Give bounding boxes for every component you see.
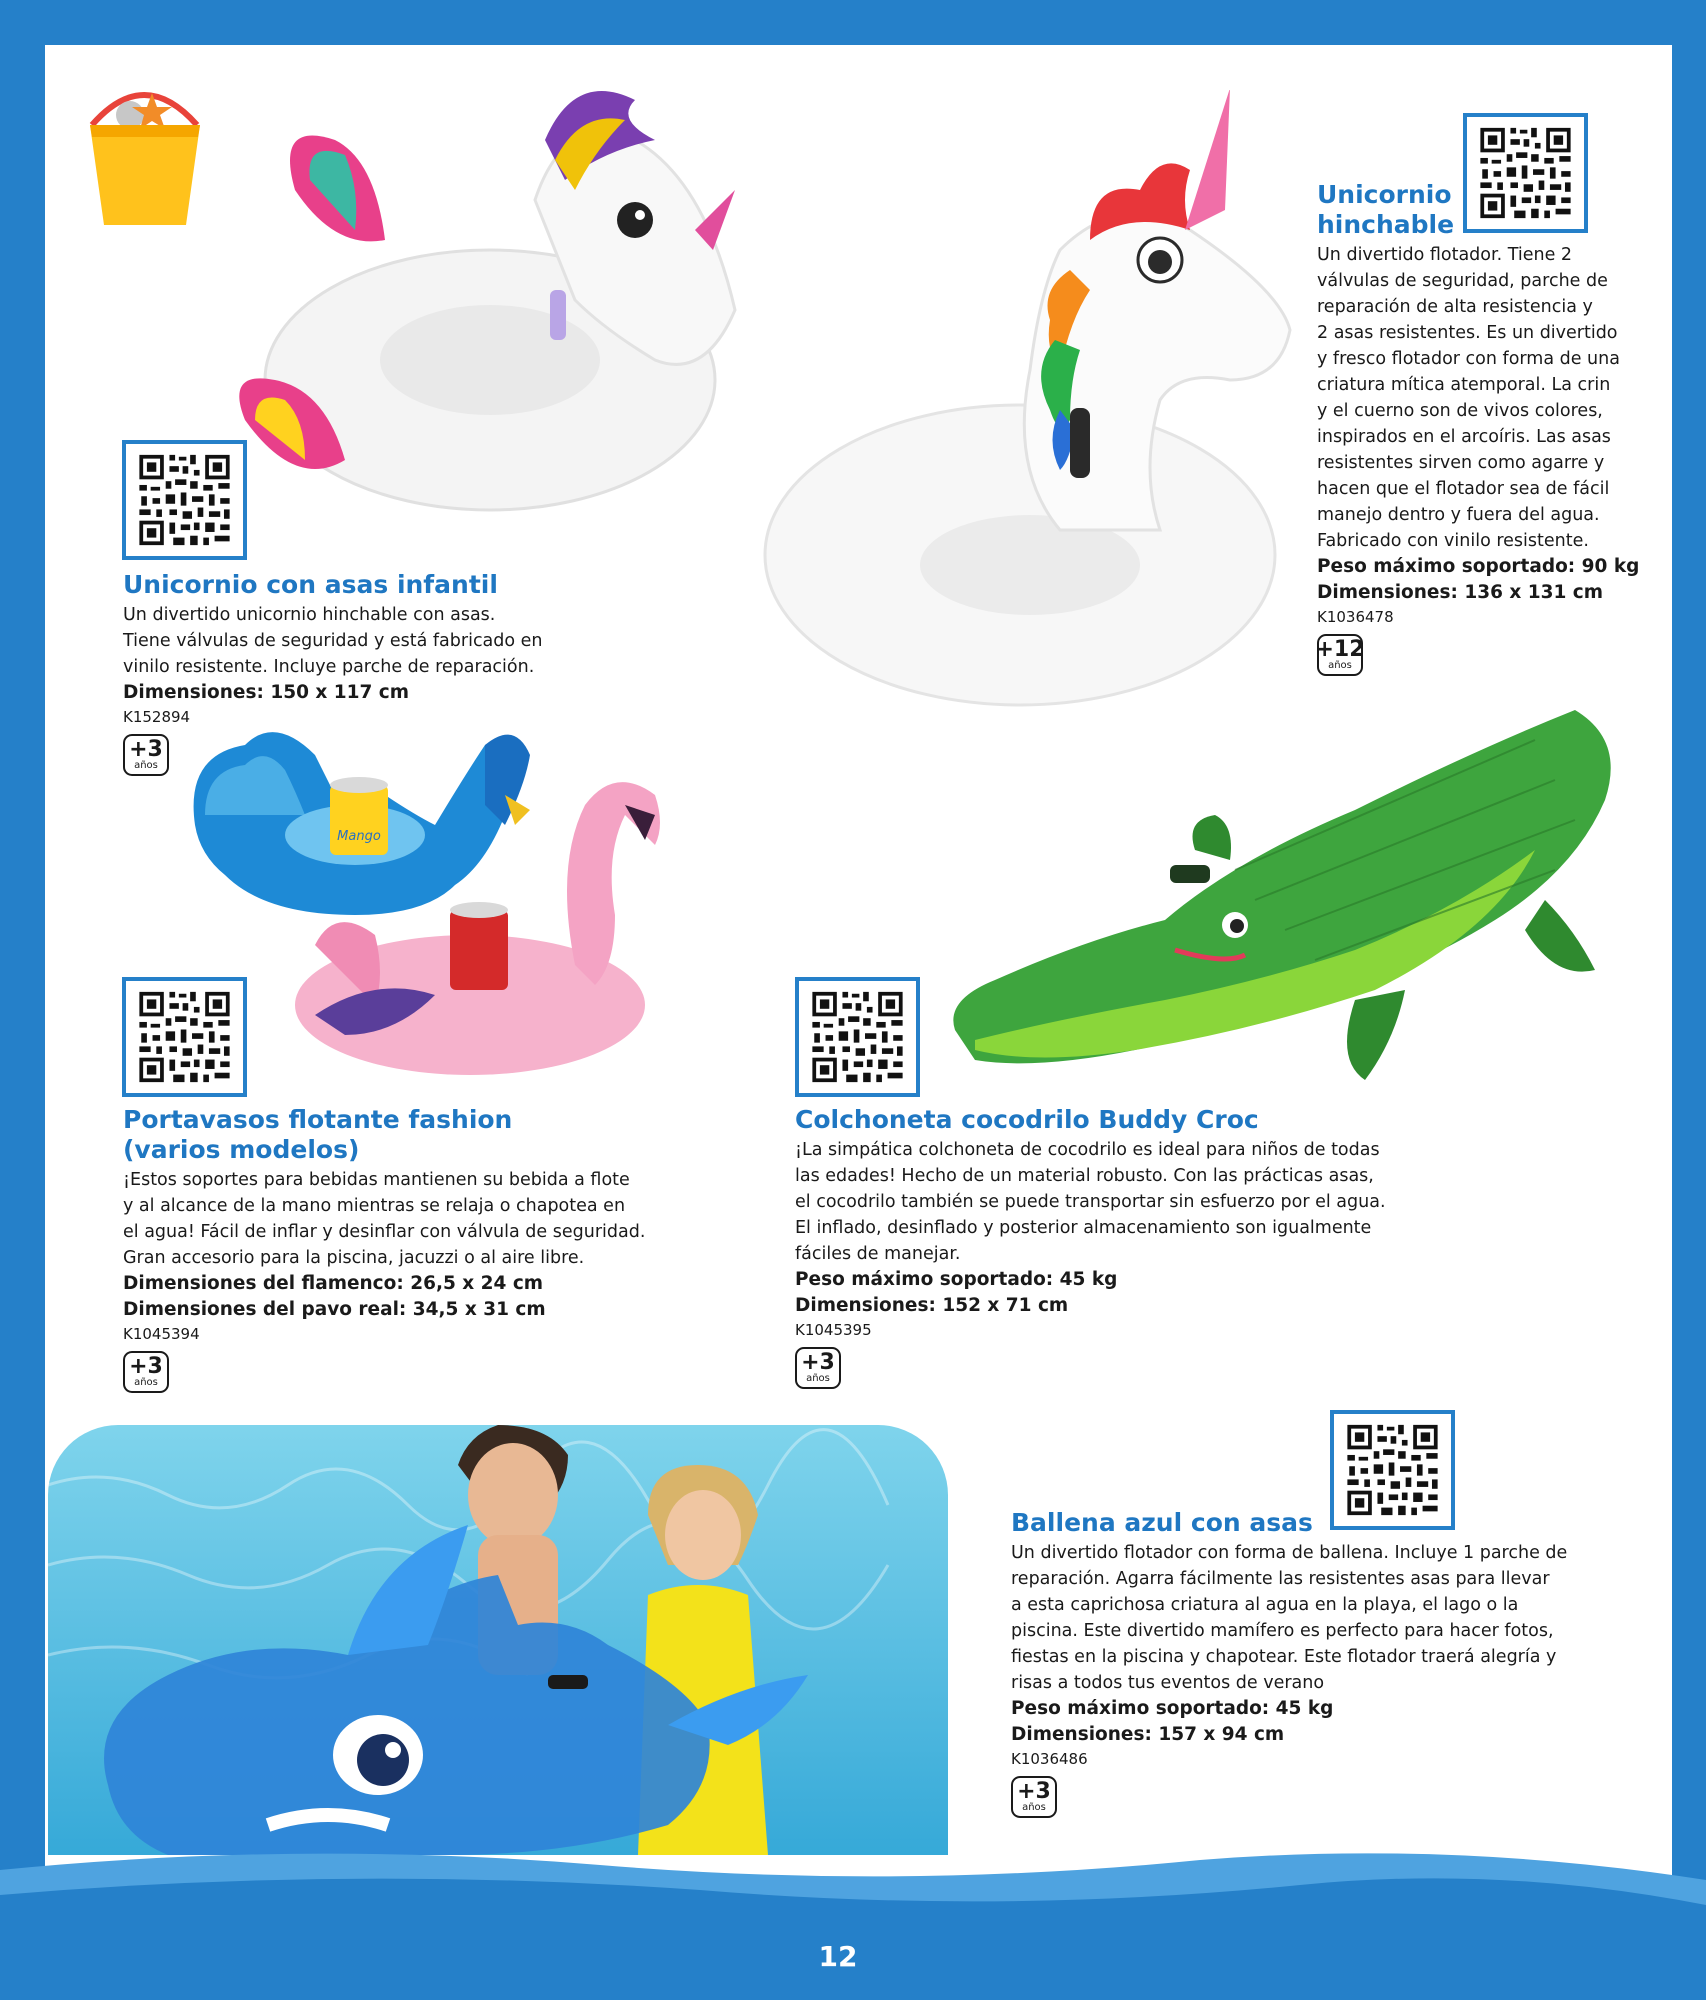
product-title: Portavasos flotante fashion (varios modelos)	[123, 1105, 513, 1164]
product-dimensions-peacock: Dimensiones del pavo real: 34,5 x 31 cm	[123, 1299, 546, 1320]
product-title: Unicornio con asas infantil	[123, 570, 498, 599]
product-dimensions: Dimensiones: 157 x 94 cm	[1011, 1724, 1285, 1745]
product-reference: K1045395	[795, 1321, 872, 1339]
qr-code-unicornio-infantil[interactable]	[122, 440, 247, 560]
product-dimensions: Dimensiones: 150 x 117 cm	[123, 682, 410, 703]
product-cocodrilo	[795, 1105, 1475, 1389]
product-description: Un divertido flotador con forma de ballena. Incluye 1 parche de reparación. Agarra fácilmente las resistentes asas para llevar a esta caprichosa criatura al agua en la playa, el lago o la piscina. Este divertido mamífero es perfecto para hacer fotos, fiestas en la piscina y chapotear. Este flotador traerá alegría y risas a todos tus eventos de verano	[1011, 1543, 1568, 1693]
product-max-weight: Peso máximo soportado: 45 kg	[795, 1269, 1118, 1290]
product-dimensions: Dimensiones: 136 x 131 cm	[1317, 582, 1604, 603]
left-border	[0, 0, 45, 2000]
product-description: ¡Estos soportes para bebidas mantienen su bebida a flote y al alcance de la mano mientras se relaja o chapotea en el agua! Fácil de inflar y desinflar con válvula de seguridad. Gran accesorio para la piscina, jacuzzi o al aire libre.	[123, 1170, 646, 1268]
beach-bucket-icon	[82, 75, 207, 235]
top-border	[0, 0, 1706, 45]
whale-pool-photo	[48, 1425, 948, 1855]
product-title: Unicornio hinchable	[1317, 180, 1455, 239]
product-reference: K1036486	[1011, 1750, 1088, 1768]
product-description: Un divertido flotador. Tiene 2 válvulas de seguridad, parche de reparación de alta resistencia y 2 asas resistentes. Es un divertido y fresco flotador con forma de una criatura mítica atemporal. La crin y el cuerno son de vivos colores, inspirados en el arcoíris. Las asas resistentes sirven como agarre y hacen que el flotador sea de fácil manejo dentro y fuera del agua. Fabricado con vinilo resistente.	[1317, 245, 1620, 551]
drink-holders-image	[185, 715, 665, 1085]
right-border	[1672, 0, 1706, 2000]
age-badge: +3 años	[795, 1347, 841, 1389]
page-number: 12	[818, 1940, 858, 1973]
product-description: ¡La simpática colchoneta de cocodrilo es ideal para niños de todas las edades! Hecho de un material robusto. Con las prácticas asas, el cocodrilo también se puede transportar sin esfuerzo por el agua. El inflado, desinflado y posterior almacenamiento son igualmente fáciles de manejar.	[795, 1140, 1386, 1264]
can-label: Mango	[337, 829, 381, 844]
product-unicornio-hinchable	[1317, 180, 1677, 676]
product-ballena	[1011, 1508, 1651, 1818]
crocodile-float-image	[935, 700, 1625, 1100]
product-title: Ballena azul con asas	[1011, 1508, 1313, 1537]
product-title: Colchoneta cocodrilo Buddy Croc	[795, 1105, 1259, 1134]
qr-code-portavasos[interactable]	[122, 977, 247, 1097]
product-reference: K1045394	[123, 1325, 200, 1343]
product-portavasos	[123, 1105, 743, 1393]
age-badge: +3 años	[123, 734, 169, 776]
age-badge: +3 años	[1011, 1776, 1057, 1818]
unicorn-float-image	[235, 80, 755, 540]
product-reference: K1036478	[1317, 608, 1394, 626]
product-max-weight: Peso máximo soportado: 45 kg	[1011, 1698, 1334, 1719]
age-badge: +3 años	[123, 1351, 169, 1393]
product-reference: K152894	[123, 708, 191, 726]
bottom-wave	[0, 1820, 1706, 2000]
product-description: Un divertido unicornio hinchable con asas. Tiene válvulas de seguridad y está fabricado en vinilo resistente. Incluye parche de reparación.	[123, 605, 543, 677]
unicorn-ring-image	[760, 90, 1300, 715]
product-dimensions: Dimensiones: 152 x 71 cm	[795, 1295, 1069, 1316]
qr-code-cocodrilo[interactable]	[795, 977, 920, 1097]
product-dimensions-flamingo: Dimensiones del flamenco: 26,5 x 24 cm	[123, 1273, 544, 1294]
age-badge: +12 años	[1317, 634, 1363, 676]
product-max-weight: Peso máximo soportado: 90 kg	[1317, 556, 1640, 577]
